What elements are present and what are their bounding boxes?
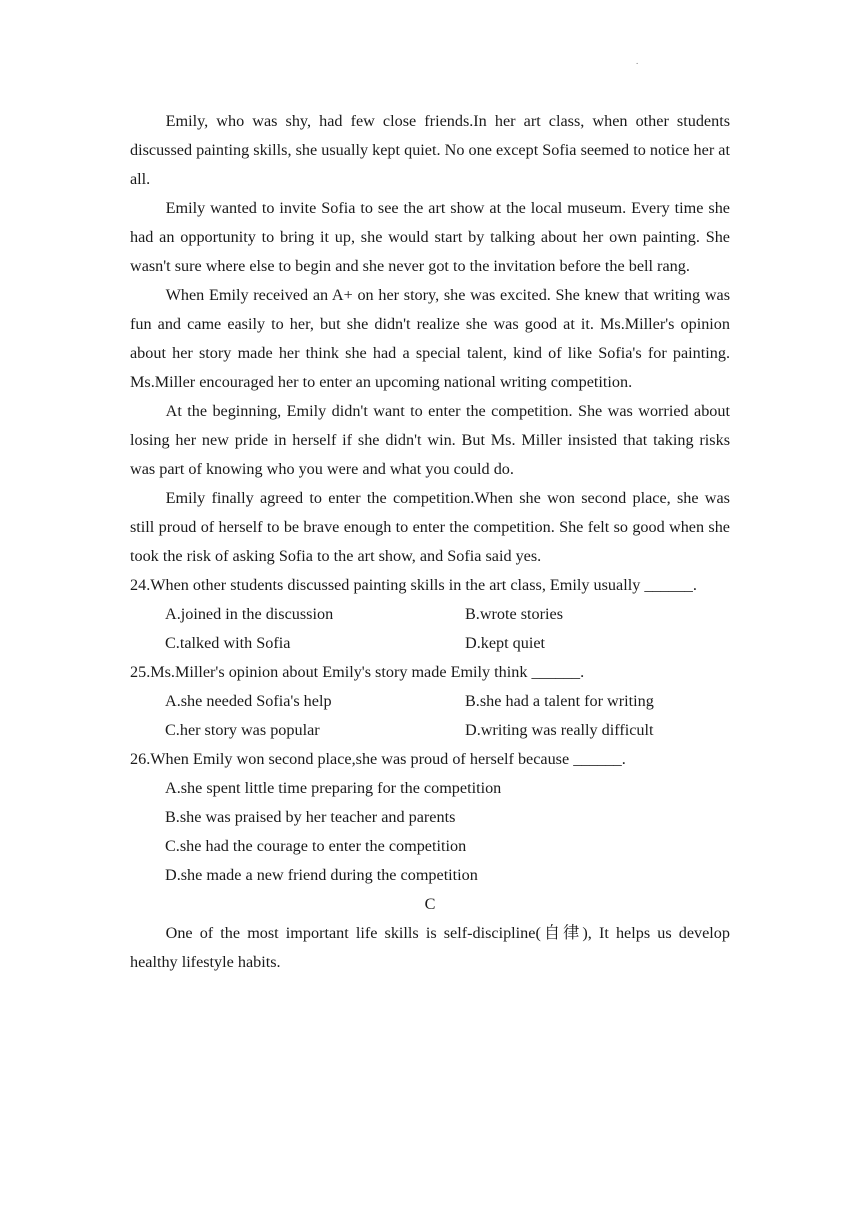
passage-paragraph-2: Emily wanted to invite Sofia to see the art show at the local museum. Every time she had an opportunity to bring it up, she would start by talking about her own painting. She wasn't sure where else to begin and she never got to the invitation before the bell rang. <box>130 199 730 275</box>
question-24-option-d: D.kept quiet <box>465 634 546 652</box>
question-25-options-row-1 <box>130 687 730 716</box>
question-24-stem: 24.When other students discussed painting skills in the art class, Emily usually ______. <box>130 576 697 594</box>
question-26-option-a: A.she spent little time preparing for the competition <box>165 779 502 797</box>
question-24-option-b: B.wrote stories <box>465 605 564 623</box>
section-c-label: C <box>424 895 436 913</box>
question-25-option-b: B.she had a talent for writing <box>465 692 654 710</box>
question-26-option-c: C.she had the courage to enter the competition <box>165 837 467 855</box>
question-26-option-b: B.she was praised by her teacher and parents <box>165 808 456 826</box>
passage-paragraph-4: At the beginning, Emily didn't want to enter the competition. She was worried about losing her new pride in herself if she didn't win. But Ms. Miller insisted that taking risks was part of knowing who you were and what you could do. <box>130 402 730 478</box>
question-24-options-row-2 <box>130 629 730 658</box>
question-26-option-d: D.she made a new friend during the competition <box>165 866 478 884</box>
question-25-stem: 25.Ms.Miller's opinion about Emily's story made Emily think ______. <box>130 663 585 681</box>
section-c-intro: One of the most important life skills is self-discipline(自律), It helps us develop healthy lifestyle habits. <box>130 924 730 971</box>
question-24-options-row-1 <box>130 600 730 629</box>
document-content <box>130 107 730 977</box>
question-25-options-row-2 <box>130 716 730 745</box>
passage-paragraph-5: Emily finally agreed to enter the competition.When she won second place, she was still proud of herself to be brave enough to enter the competition. She felt so good when she took the risk of asking Sofia to the art show, and Sofia said yes. <box>130 489 730 565</box>
corner-mark: . <box>636 56 639 66</box>
question-25-option-c: C.her story was popular <box>165 721 320 739</box>
question-24-option-c: C.talked with Sofia <box>165 634 291 652</box>
question-26-stem: 26.When Emily won second place,she was proud of herself because ______. <box>130 750 626 768</box>
passage-paragraph-1: Emily, who was shy, had few close friends.In her art class, when other students discussed painting skills, she usually kept quiet. No one except Sofia seemed to notice her at all. <box>130 112 730 188</box>
question-24-option-a: A.joined in the discussion <box>165 605 334 623</box>
question-25-option-d: D.writing was really difficult <box>465 721 654 739</box>
passage-paragraph-3: When Emily received an A+ on her story, she was excited. She knew that writing was fun and came easily to her, but she didn't realize she was good at it. Ms.Miller's opinion about her story made her think she had a special talent, kind of like Sofia's for painting. Ms.Miller encouraged her to enter an upcoming national writing competition. <box>130 286 730 391</box>
question-25-option-a: A.she needed Sofia's help <box>165 692 332 710</box>
